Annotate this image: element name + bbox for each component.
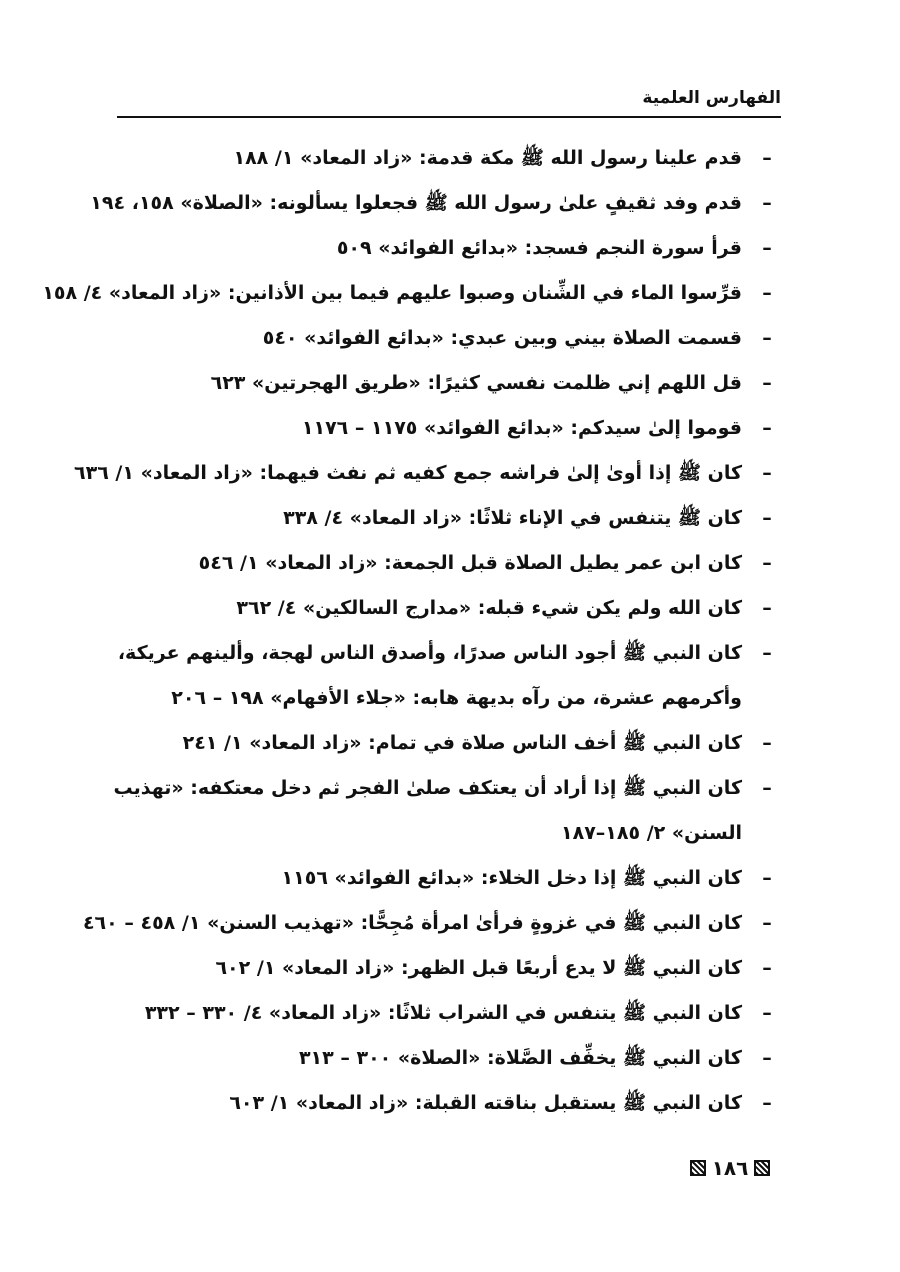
list-item [108, 946, 780, 991]
dash-bullet: – [762, 237, 772, 259]
list-item [108, 991, 780, 1036]
decorative-square-icon [690, 1160, 706, 1176]
entry-text: قوموا إلىٰ سيدكم: «بدائع الفوائد» ١١٧٥ – ١١٧٦ [301, 417, 742, 439]
list-item [108, 721, 780, 766]
entry-text: كان النبي ﷺ لا يدع أربعًا قبل الظهر: «زاد المعاد» ١/ ٦٠٢ [215, 957, 742, 979]
dash-bullet: – [762, 462, 772, 484]
list-item [108, 361, 780, 406]
dash-bullet: – [762, 1047, 772, 1069]
list-item [82, 901, 780, 946]
list-item [108, 1036, 780, 1081]
dash-bullet: – [762, 642, 772, 664]
dash-bullet: – [762, 867, 772, 889]
page-number: ١٨٦ [711, 1156, 749, 1180]
list-item [108, 496, 780, 541]
entry-text: كان ابن عمر يطيل الصلاة قبل الجمعة: «زاد المعاد» ١/ ٥٤٦ [198, 552, 742, 574]
dash-bullet: – [762, 282, 772, 304]
entry-text: كان الله ولم يكن شيء قبله: «مدارج السالكين» ٤/ ٣٦٢ [236, 597, 742, 619]
dash-bullet: – [762, 597, 772, 619]
list-item [108, 586, 780, 631]
running-header [117, 86, 781, 118]
entry-text: قرِّسوا الماء في الشِّنان وصبوا عليهم فيما بين الأذانين: «زاد المعاد» ٤/ ١٥٨ [42, 282, 742, 304]
dash-bullet: – [762, 372, 772, 394]
entry-text: كان ﷺ يتنفس في الإناء ثلاثًا: «زاد المعاد» ٤/ ٣٣٨ [283, 507, 742, 529]
list-item [108, 316, 780, 361]
list-item [108, 541, 780, 586]
list-item [42, 271, 780, 316]
entry-text: قرأ سورة النجم فسجد: «بدائع الفوائد» ٥٠٩ [336, 237, 742, 259]
dash-bullet: – [762, 1092, 772, 1114]
dash-bullet: – [762, 552, 772, 574]
list-item [108, 1081, 780, 1126]
list-item [108, 766, 780, 856]
header-title: الفهارس العلمية [642, 88, 781, 108]
dash-bullet: – [762, 192, 772, 214]
page-footer [680, 1152, 780, 1184]
list-item [108, 406, 780, 451]
dash-bullet: – [762, 912, 772, 934]
list-item [108, 226, 780, 271]
entry-text: كان النبي ﷺ يخفِّف الصَّلاة: «الصلاة» ٣٠٠ – ٣١٣ [298, 1047, 742, 1069]
list-item [108, 856, 780, 901]
list-item [90, 181, 780, 226]
dash-bullet: – [762, 777, 772, 799]
dash-bullet: – [762, 732, 772, 754]
dash-bullet: – [762, 147, 772, 169]
list-item [108, 631, 780, 721]
entry-text: قل اللهم إني ظلمت نفسي كثيرًا: «طريق الهجرتين» ٦٢٣ [210, 372, 742, 394]
entry-text: كان النبي ﷺ إذا دخل الخلاء: «بدائع الفوائد» ١١٥٦ [281, 867, 742, 889]
dash-bullet: – [762, 417, 772, 439]
dash-bullet: – [762, 957, 772, 979]
entry-text: كان النبي ﷺ أخف الناس صلاة في تمام: «زاد المعاد» ١/ ٢٤١ [182, 732, 742, 754]
decorative-square-icon [754, 1160, 770, 1176]
list-item [108, 136, 780, 181]
entry-text: قدم وفد ثقيفٍ علىٰ رسول الله ﷺ فجعلوا يسألونه: «الصلاة» ١٥٨، ١٩٤ [90, 192, 742, 214]
entry-text: كان النبي ﷺ إذا أراد أن يعتكف صلىٰ الفجر ثم دخل معتكفه: «تهذيب السنن» ٢/ ١٨٥–١٨٧ [113, 777, 742, 844]
entry-text: كان النبي ﷺ يتنفس في الشراب ثلاثًا: «زاد المعاد» ٤/ ٣٣٠ – ٣٣٢ [144, 1002, 742, 1024]
dash-bullet: – [762, 507, 772, 529]
entry-text: كان النبي ﷺ في غزوةٍ فرأىٰ امرأة مُجِحًّا: «تهذيب السنن» ١/ ٤٥٨ – ٤٦٠ [82, 912, 742, 934]
entry-text: كان ﷺ إذا أوىٰ إلىٰ فراشه جمع كفيه ثم نفث فيهما: «زاد المعاد» ١/ ٦٣٦ [74, 462, 742, 484]
list-item [74, 451, 780, 496]
entry-text: كان النبي ﷺ يستقبل بناقته القبلة: «زاد المعاد» ١/ ٦٠٣ [229, 1092, 742, 1114]
dash-bullet: – [762, 1002, 772, 1024]
entry-text: قسمت الصلاة بيني وبين عبدي: «بدائع الفوائد» ٥٤٠ [262, 327, 742, 349]
entry-text: قدم علينا رسول الله ﷺ مكة قدمة: «زاد المعاد» ١/ ١٨٨ [233, 147, 742, 169]
entry-text: كان النبي ﷺ أجود الناس صدرًا، وأصدق الناس لهجة، وألينهم عريكة، وأكرمهم عشرة، من رآه بديهة هابه: «جلاء الأفهام» ١٩٨ – ٢٠٦ [117, 642, 742, 709]
hadith-index-list [42, 136, 780, 1126]
dash-bullet: – [762, 327, 772, 349]
